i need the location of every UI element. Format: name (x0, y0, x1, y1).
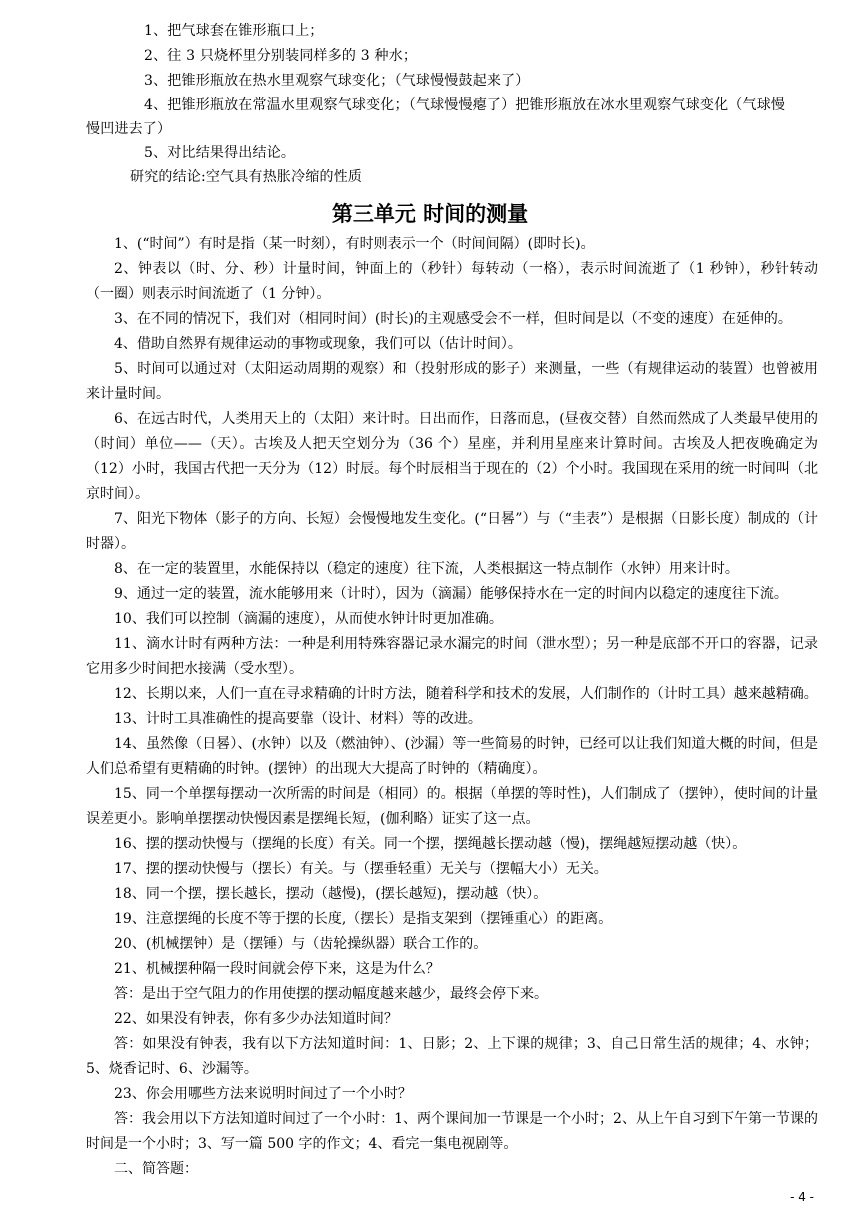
research-conclusion: 研究的结论:空气具有热胀冷缩的性质 (130, 169, 363, 185)
item-10: 10、我们可以控制（滴漏的速度），从而使水钟计时更加准确。 (114, 611, 503, 627)
question-22: 22、如果没有钟表，你有多少办法知道时间？ (114, 1011, 398, 1027)
item-3: 3、在不同的情况下，我们对（相同时间）(时长)的主观感受会不一样，但时间是以（不变的速度）在延伸的。 (114, 311, 792, 327)
unit-title: 第三单元 时间的测量 (331, 202, 529, 226)
item-1: 1、(“时间”）有时是指（某一时刻），有时则表示一个（时间间隔）(即时长)。 (114, 236, 595, 252)
experiment-step-2: 2、往 3 只烧杯里分别装同样多的 3 种水； (144, 48, 418, 64)
item-9: 9、通过一定的装置，流水能够用来（计时），因为（滴漏）能够保持水在一定的时间内以稳定的速度往下流。 (114, 586, 788, 602)
item-7: 7、阳光下物体（影子的方向、长短）会慢慢地发生变化。(“日晷”）与（“圭表”）是根据（日影长度）制成的（计时器）。 (86, 511, 818, 552)
item-4: 4、借助自然界有规律运动的事物或现象，我们可以（估计时间）。 (114, 336, 522, 352)
answer-23: 答：我会用以下方法知道时间过了一个小时：1、两个课间加一节课是一个小时；2、从上午自习到下午第一节课的时间是一个小时；3、写一篇 500 字的作文；4、看完一集电视剧等。 (86, 1111, 818, 1152)
question-23: 23、你会用哪些方法来说明时间过了一个小时？ (114, 1086, 412, 1102)
experiment-step-1: 1、把气球套在锥形瓶口上； (144, 23, 324, 39)
answer-21: 答：是出于空气阻力的作用使摆的摆动幅度越来越少，最终会停下来。 (114, 986, 548, 1002)
page-number: - 4 - (790, 1190, 814, 1204)
experiment-step-4-cont: 慢凹进去了） (86, 121, 172, 137)
item-11: 11、滴水计时有两种方法：一种是利用特殊容器记录水漏完的时间（泄水型）；另一种是底部不开口的容器，记录它用多少时间把水接满（受水型）。 (86, 636, 818, 677)
question-21: 21、机械摆种隔一段时间就会停下来，这是为什么？ (114, 961, 440, 977)
item-13: 13、计时工具准确性的提高要靠（设计、材料）等的改进。 (114, 711, 482, 727)
item-5: 5、时间可以通过对（太阳运动周期的观察）和（投射形成的影子）来测量，一些（有规律运动的装置）也曾被用来计量时间。 (86, 361, 818, 402)
experiment-step-3: 3、把锥形瓶放在热水里观察气球变化；（气球慢慢鼓起来了） (144, 73, 530, 89)
item-6: 6、在远古时代，人类用天上的（太阳）来计时。日出而作，日落而息，(昼夜交替）自然而然成了人类最早使用的（时间）单位——（天）。古埃及人把天空划分为（36 个）星座，并利用星座来计算时间。古埃及人把夜晚确定为（12）小时，我国古代把一天分为（12）时辰。每个时辰相当于现在的（2）个小时。我国现在采用的统一时间叫（北京时间）。 (86, 411, 818, 502)
experiment-step-4: 4、把锥形瓶放在常温水里观察气球变化；（气球慢慢瘪了）把锥形瓶放在冰水里观察气球变化（气球慢 (144, 97, 786, 113)
item-8: 8、在一定的装置里，水能保持以（稳定的速度）往下流，人类根据这一特点制作（水钟）用来计时。 (114, 561, 739, 577)
item-19: 19、注意摆绳的长度不等于摆的长度,（摆长）是指支架到（摆锤重心）的距离。 (114, 911, 613, 927)
item-20: 20、(机械摆钟）是（摆锤）与（齿轮操纵器）联合工作的。 (114, 936, 488, 952)
item-18: 18、同一个摆，摆长越长，摆动（越慢)，(摆长越短)，摆动越（快）。 (114, 886, 548, 902)
item-14: 14、虽然像（日晷）、(水钟）以及（燃油钟）、(沙漏）等一些简易的时钟，已经可以让我们知道大概的时间，但是人们总希望有更精确的时钟。(摆钟）的出现大大提高了时钟的（精确度）。 (86, 736, 818, 777)
item-17: 17、摆的摆动快慢与（摆长）有关。与（摆垂轻重）无关与（摆幅大小）无关。 (114, 861, 608, 877)
section-heading-short-answer: 二、简答题： (114, 1161, 198, 1177)
item-2: 2、钟表以（时、分、秒）计量时间，钟面上的（秒针）每转动（一格），表示时间流逝了（1 秒钟），秒针转动（一圈）则表示时间流逝了（1 分钟）。 (86, 261, 818, 302)
item-16: 16、摆的摆动快慢与（摆绳的长度）有关。同一个摆，摆绳越长摆动越（慢)，摆绳越短摆动越（快）。 (114, 836, 747, 852)
content-body (86, 232, 818, 1182)
experiment-step-5: 5、对比结果得出结论。 (144, 145, 296, 161)
answer-22: 答：如果没有钟表，我有以下方法知道时间：1、日影；2、上下课的规律；3、自己日常生活的规律；4、水钟；5、烧香记时、6、沙漏等。 (86, 1036, 818, 1077)
item-15: 15、同一个单摆每摆动一次所需的时间是（相同）的。根据（单摆的等时性)，人们制成了（摆钟），使时间的计量误差更小。影响单摆摆动快慢因素是摆绳长短，(伽利略）证实了这一点。 (86, 786, 818, 827)
item-12: 12、长期以来，人们一直在寻求精确的计时方法，随着科学和技术的发展，人们制作的（计时工具）越来越精确。 (114, 686, 818, 702)
